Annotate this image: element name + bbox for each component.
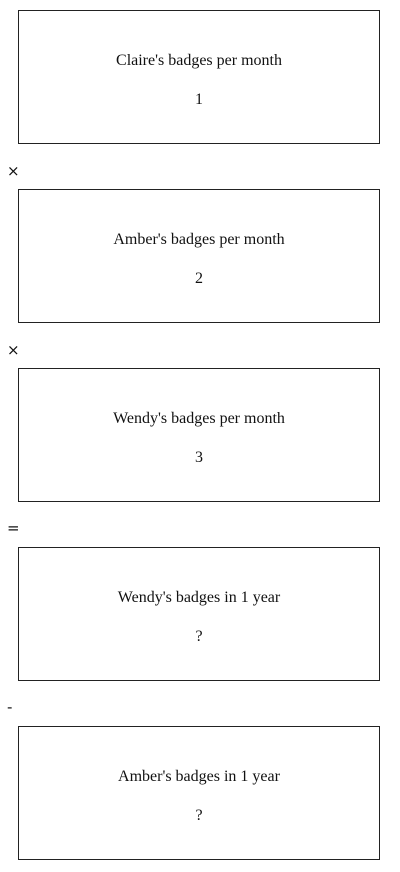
box-value: 1 (195, 91, 203, 108)
wendy-monthly-box (18, 368, 380, 502)
multiply-operator: × (7, 162, 20, 180)
box-title: Wendy's badges in 1 year (117, 589, 281, 606)
wendy-yearly-box (18, 547, 380, 681)
claire-monthly-box (18, 10, 380, 144)
box-value: ? (195, 807, 203, 824)
box-title: Wendy's badges per month (113, 410, 285, 427)
minus-operator: - (7, 698, 13, 716)
box-value: 2 (195, 270, 203, 287)
multiply-operator: × (7, 341, 20, 359)
box-value: ? (195, 628, 203, 645)
amber-monthly-box (18, 189, 380, 323)
box-title: Claire's badges per month (116, 52, 282, 69)
box-title: Amber's badges in 1 year (118, 768, 280, 785)
amber-yearly-box (18, 726, 380, 860)
box-value: 3 (195, 449, 203, 466)
box-title: Amber's badges per month (113, 231, 285, 248)
equals-operator: = (7, 519, 20, 537)
